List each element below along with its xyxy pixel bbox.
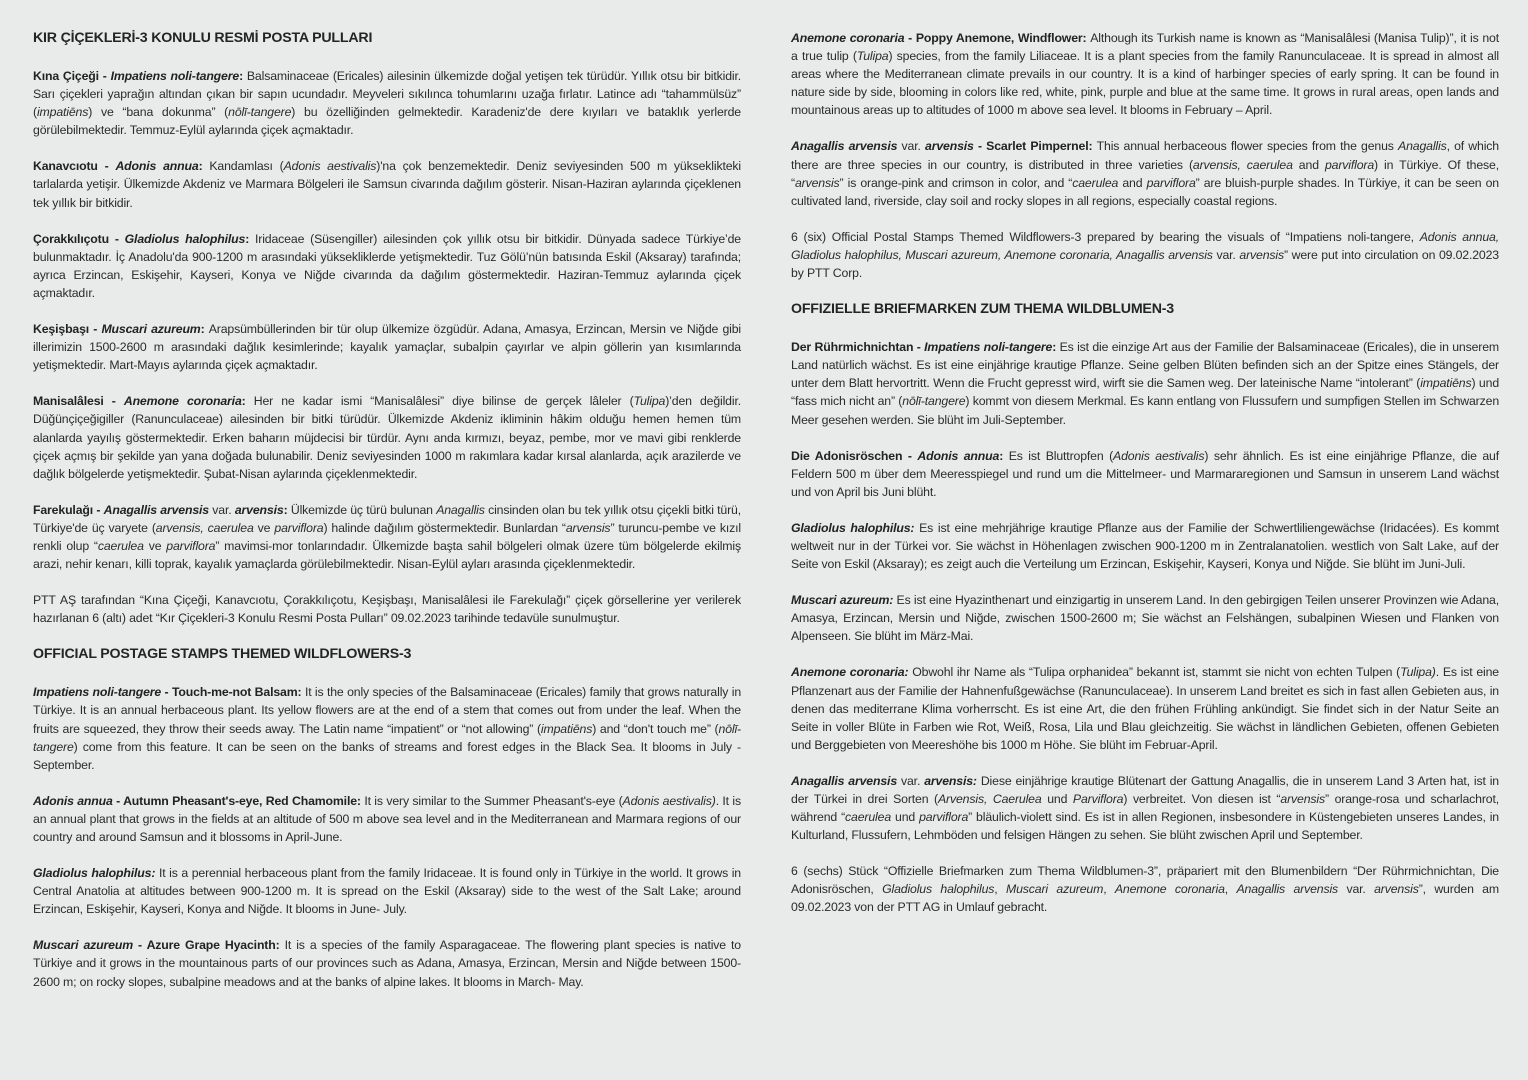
species-paragraph — [791, 591, 1499, 645]
bold-term: - Autumn Pheasant's-eye, Red Chamomile: — [112, 793, 365, 808]
italic-latin-name: caerulea — [1072, 175, 1119, 190]
italic-latin-name: Tulipa — [856, 49, 889, 64]
body-text: and — [1292, 157, 1325, 172]
species-paragraph — [33, 501, 741, 573]
italic-latin-name: impatiēns — [1420, 376, 1472, 391]
body-text: It is a perennial herbaceous plant from the family Iridaceae. It is found only in Türkiye in the world. It grows in Central Anatolia at altitudes between 900-1200 m. It is spread on the Eskil (Aksaray) side to the west of the Salt Lake; around Erzincan, Eskişehir, Kayseri, Konya and Niğde. It blooms in June- July. — [33, 866, 741, 917]
body-text: Es ist die einzige Art aus der Familie der Balsaminaceae (Ericales), die in unserem Land natürlich wächst. Es ist eine einjährige krautige Pflanze. Seine gelben Blüten befinden sich an der Spitze eines Stängels, der unter dem Blatt hervortritt. Wenn die Frucht gepresst wird, wirft sie die Samen weg. Der lateinische Name “intolerant” ( — [791, 340, 1499, 391]
bold-term: Die Adonisröschen - — [791, 448, 918, 463]
body-text: Iridaceae (Süsengiller) ailesinden çok yıllık otsu bir bitkidir. Dünyada sadece Türkiye’de bulunmaktadır. İç Anadolu'da 900-1200 m arasındaki yüksekliklerde yetişmektedir. Tuz Gölü’nün batısında Eskil (Aksaray) tarafında; ayrıca Erzincan, Eskişehir, Kayseri, Konya ve Niğde civarında da dağılım göstermektedir. Haziran-Temmuz aylarında çiçek açmaktadır. — [33, 231, 741, 300]
species-paragraph — [791, 862, 1499, 916]
italic-latin-name: Gladiolus halophilus — [882, 882, 995, 897]
body-text: )’den değildir. Düğünçiçeğigiller (Ranunculaceae) ailesinden bir bitki türüdür. Ülkemizde Akdeniz ikliminin hâkim olduğu hemen hemen tüm alanlarda yayılış göstermektedir. Erken baharın müjdecisi bir türdür. Aynı anda kırmızı, beyaz, pembe, mor ve mavi gibi renklerde çiçek açmış bir şekilde yan yana doğada bulunabilir. Deniz seviyesinden 1000 m rakımlara kadar kırsal alanlarda, açık arazilerde ve dağlık bölgelerde yetişmektedir. Şubat-Nisan aylarında çiçeklenmektedir. — [33, 394, 741, 481]
italic-latin-name: parviflora — [1324, 157, 1375, 172]
bold-italic-latin-name: Anagallis arvensis — [791, 139, 898, 154]
species-paragraph — [791, 772, 1499, 844]
body-text: , — [994, 882, 1006, 897]
italic-latin-name: arvensis, caerulea — [1192, 157, 1293, 172]
body-text: ” is orange-pink and crimson in color, and “ — [839, 175, 1073, 190]
species-paragraph — [33, 792, 741, 846]
bold-italic-latin-name: Adonis annua — [33, 793, 113, 808]
body-text: und — [1041, 792, 1073, 806]
bold-term: Kanavcıotu - — [33, 159, 116, 174]
body-text: var. — [1338, 882, 1375, 897]
bold-term: : — [245, 231, 256, 246]
italic-latin-name: Anagallis — [436, 502, 485, 517]
bold-italic-latin-name: arvensis: — [924, 773, 977, 788]
italic-latin-name: arvensis — [794, 175, 840, 190]
bold-italic-latin-name: Anagallis arvensis — [103, 502, 209, 517]
body-text: ) halinde dağılım göstermektedir. Bunlardan “ — [323, 520, 566, 535]
body-text: und — [891, 810, 920, 825]
section-heading: OFFICIAL POSTAGE STAMPS THEMED WILDFLOWERS-3 — [33, 646, 412, 663]
body-text: . It is an annual plant that grows in the fields at an altitude of 500 m above sea level and in the Mediterranean and Marmara regions of our country and around Samsun and it blossoms in April-June. — [33, 793, 741, 844]
bold-italic-latin-name: Muscari azureum — [33, 938, 133, 953]
italic-latin-name: nōlī-tangere — [228, 105, 292, 120]
bold-italic-latin-name: Gladiolus halophilus: — [791, 520, 915, 535]
left-column — [33, 29, 741, 1009]
body-text: Obwohl ihr Name als “Tulipa orphanidea” bekannt ist, stammt sie nicht von echten Tulpen ( — [908, 665, 1401, 680]
body-text: ” bläulich-violett sind. Es ist in allen Regionen, insbesondere in Küstengebieten unseres Landes, in Kulturland, Flussufern, Lehmböden und felsigen Hängen zu sehen. Sie blüht zwischen April und September. — [791, 810, 1499, 843]
document-section — [791, 300, 1499, 916]
body-text: It is a species of the family Asparagaceae. The flowering plant species is native to Türkiye and it grows in the mountainous parts of our provinces such as Adana, Amasya, Erzincan, Mersin and Niğde between 1500-2600 m; on rocky slopes, subalpine meadows and at the banks of alpine lakes. It blooms in March- May. — [33, 938, 741, 989]
italic-latin-name: arvensis — [1374, 882, 1419, 897]
species-paragraph — [791, 447, 1499, 501]
body-text: , — [1224, 882, 1237, 897]
italic-latin-name: impatiēns — [36, 105, 89, 120]
bold-term: : — [999, 448, 1009, 463]
body-text: ” were put into circulation on 09.02.2023 by PTT Corp. — [791, 247, 1499, 281]
bold-italic-latin-name: Muscari azureum — [101, 322, 201, 337]
italic-latin-name: Adonis aestivalis — [283, 159, 377, 174]
body-text: Although its Turkish name is known as “Manisalâlesi (Manisa Tulip)”, it is not a true tulip ( — [791, 31, 1499, 64]
bold-italic-latin-name: Adonis annua — [115, 159, 199, 174]
bold-term: Manisalâlesi - — [33, 394, 124, 409]
italic-latin-name: arvensis, caerulea — [155, 520, 254, 535]
body-text: ) verbreitet. Von diesen ist “ — [1123, 792, 1281, 806]
species-paragraph — [791, 519, 1499, 573]
species-paragraph — [791, 137, 1499, 209]
species-paragraph — [791, 663, 1499, 753]
species-paragraph — [33, 230, 741, 302]
body-text: cinsinden olan bu tek yıllık otsu çiçekli bitki türü, Türkiye'de üç varyete ( — [33, 502, 741, 535]
italic-latin-name: Muscari azureum — [1005, 882, 1104, 897]
bold-term: : — [283, 502, 291, 517]
body-text: )'na çok benzemektedir. Deniz seviyesinden 500 m yükseklikteki tarlalarda yetişir. Ülkemizde Akdeniz ve Marmara Bölgeleri ile Samsun civarında dağılım gösterir. Nisan-Haziran aylarında çiçeklenen tek yıllık bir bitkidir. — [33, 159, 742, 210]
body-text: , of which there are three species in our country, is distributed in three varieties ( — [791, 139, 1499, 172]
bold-italic-latin-name: Muscari azureum: — [791, 593, 894, 608]
document-section — [33, 29, 741, 627]
bold-italic-latin-name: Impatiens noli-tangere — [924, 340, 1053, 355]
body-text: Diese einjährige krautige Blütenart der Gattung Anagallis, die in unserem Land 3 Arten hat, ist in der Türkei in drei Sorten ( — [791, 773, 1499, 806]
body-text: Es ist eine mehrjährige krautige Pflanze aus der Familie der Schwertliliengewächse (Iridacées). Es kommt weltweit nur in der Türkei vor. Sie wächst in Höhenlagen zwischen 900-1200 m in Zentralanatolien. westlich von Salt Lake, auf der Seite von Eskil (Aksaray); es zeigt auch die Verteilung um Erzincan, Eskişehir, Kayseri, Konya und Niğde. Sie blüht im Juni-Juli. — [791, 520, 1499, 572]
italic-latin-name: Parviflora — [1072, 792, 1124, 806]
bold-term: Farekulağı - — [33, 502, 104, 517]
body-text: ve — [253, 520, 275, 535]
body-text: Balsaminaceae (Ericales) ailesinin ülkemizde doğal yetişen tek türüdür. Yıllık otsu bir bitkidir. Sarı çiçekleri yaprağın altından çıkan bir sapın ucundadır. Meyveleri sıkılınca tohumlarını uzağa fırlatır. Latince adı “tahammülsüz” ( — [33, 69, 741, 120]
bold-term: : — [1052, 340, 1060, 355]
bold-term: Kına Çiçeği - — [33, 69, 111, 83]
italic-latin-name: Tulipa — [633, 394, 666, 409]
document-section — [791, 29, 1499, 282]
italic-latin-name: Adonis annua, Gladiolus halophilus, Muscari azureum, Anemone coronaria, Anagallis arvensis — [791, 229, 1499, 262]
species-paragraph — [33, 392, 741, 482]
body-text: ) ve “bana dokunma” ( — [88, 105, 229, 120]
body-text: ) bu özelliğinden gelmektedir. Karadeniz'de dere kıyıları ve bataklık yerlerde görülebilmektedir. Temmuz-Eylül aylarında çiçek açmaktadır. — [33, 105, 741, 138]
italic-latin-name: Anagallis arvensis — [1236, 882, 1339, 897]
body-text: ve — [143, 538, 167, 553]
italic-latin-name: nōlī-tangere — [902, 394, 966, 409]
italic-latin-name: arvensis — [565, 520, 611, 535]
bold-italic-latin-name: Anemone coronaria: — [791, 665, 909, 680]
species-paragraph — [791, 29, 1499, 119]
bold-term: - Azure Grape Hyacinth: — [133, 938, 285, 953]
bold-italic-latin-name: Gladiolus halophilus — [124, 231, 246, 246]
italic-latin-name: impatiēns — [540, 721, 593, 736]
body-text: ” are bluish-purple shades. In Türkiye, it can be seen on cultivated land, riverside, clay soil and rocky slopes in all regions, especially coastal regions. — [791, 175, 1499, 208]
italic-latin-name: parviflora — [1146, 175, 1196, 190]
bold-italic-latin-name: Impatiens noli-tangere — [110, 69, 240, 83]
italic-latin-name: arvensis — [1280, 792, 1325, 806]
body-text: ) in Türkiye. Of these, “ — [791, 157, 1499, 190]
bold-term: - Poppy Anemone, Windflower: — [904, 31, 1091, 45]
bold-term: - Scarlet Pimpernel: — [973, 139, 1097, 154]
body-text: ) and “don't touch me” ( — [592, 721, 719, 736]
italic-latin-name: Adonis aestivalis — [1113, 448, 1205, 463]
bold-term: Keşişbaşı - — [33, 322, 102, 337]
body-text: , — [1103, 882, 1115, 897]
body-text: var. — [208, 502, 235, 517]
bold-italic-latin-name: Anemone coronaria — [123, 394, 242, 409]
body-text: . Es ist eine Pflanzenart aus der Familie der Hahnenfußgewächse (Ranunculaceae). In unserem Land breitet es sich in fast allen Gebieten aus, in denen das mediterrane Klima vorherrscht. Es ist eine Art, die den frühen Frühling ankündigt. Sie findet sich in der Natur Seite an Seite in voller Blüte in Farben wie Rot, Weiß, Rosa, Lila und Blau gleichzeitig. Sie wächst in ländlichen Gebieten, offenen Gebieten und Berggebieten von Meereshöhe bis 1000 m Höhe. Sie blüht im Februar-April. — [791, 665, 1499, 752]
bold-term: Der Rührmichnichtan - — [791, 340, 925, 355]
italic-latin-name: caerulea — [97, 538, 144, 553]
body-text: var. — [1212, 247, 1240, 262]
body-text: and — [1118, 175, 1147, 190]
body-text: ) come from this feature. It can be seen on the banks of streams and forest edges in the Black Sea. It blooms in July - September. — [33, 739, 741, 772]
body-text: ) sehr ähnlich. Es ist eine einjährige Pflanze, die auf Feldern 500 m über dem Meeresspiegel und rund um die Mittelmeer- und Marmararegionen und Samsun in unserem Land wächst und von April bis Juni blüht. — [791, 448, 1500, 499]
species-paragraph — [791, 338, 1499, 428]
italic-latin-name: Anagallis — [1398, 139, 1447, 154]
bold-term: : — [200, 322, 209, 337]
body-text: 6 (sechs) Stück “Offizielle Briefmarken zum Thema Wildblumen-3”, präpariert mit den Blumenbildern “Der Rührmichnichtan, Die Adonisröschen, — [791, 864, 1499, 897]
body-text: ”, wurden am 09.02.2023 von der PTT AG in Umlauf gebracht. — [791, 882, 1499, 915]
body-text: Her ne kadar ismi “Manisalâlesi” diye bilinse de gerçek lâleler ( — [253, 394, 634, 409]
bold-italic-latin-name: arvensis — [925, 139, 974, 154]
species-paragraph — [791, 228, 1499, 282]
bold-term: : — [241, 394, 254, 409]
section-heading: KIR ÇİÇEKLERİ-3 KONULU RESMİ POSTA PULLARI — [33, 30, 373, 46]
body-text: It is very similar to the Summer Pheasant's-eye ( — [364, 793, 623, 808]
body-text: ” turuncu-pembe ve kızıl renkli olup “ — [33, 520, 741, 553]
italic-latin-name: caerulea — [845, 810, 892, 825]
bold-italic-latin-name: arvensis — [234, 502, 284, 517]
italic-latin-name: Anemone coronaria — [1114, 882, 1225, 897]
body-text: ) und “fass mich nicht an” ( — [791, 376, 1500, 409]
italic-latin-name: nōlī-tangere — [33, 721, 742, 754]
body-text: Kandamlası ( — [209, 159, 284, 174]
document-section — [33, 645, 741, 990]
bold-italic-latin-name: Anagallis arvensis — [791, 773, 898, 788]
bold-italic-latin-name: Adonis annua — [917, 448, 1000, 463]
species-paragraph — [33, 936, 741, 990]
body-text: Arapsümbüllerinden bir tür olup ülkemize özgüdür. Adana, Amasya, Erzincan, Mersin ve Niğde gibi illerimizin 1500-2600 m arasındaki dağlık kesimlerinde; kayalık yamaçlar, subalpin çayırlar ve alpin göllerin yan kısımlarında yetişmektedir. Mart-Mayıs aylarında çiçek açmaktadır. — [33, 322, 741, 373]
species-paragraph — [33, 864, 741, 918]
italic-latin-name: Adonis aestivalis) — [622, 793, 716, 808]
italic-latin-name: parviflora — [166, 538, 216, 553]
body-text: Es ist Bluttropfen ( — [1008, 448, 1114, 463]
section-heading: OFFIZIELLE BRIEFMARKEN ZUM THEMA WILDBLUMEN-3 — [791, 301, 1174, 318]
italic-latin-name: Arvensis, Caerulea — [938, 792, 1042, 806]
body-text: ) species, from the family Liliaceae. It is a plant species from the family Ranunculaceae. It is spread in almost all areas where the Mediterranean climate prevails in our country. It is a kind of harbinger species of early spring. It can be found in nature side by side, blooming in colors like red, white, pink, purple and blue at the same time. It grows in rural areas, open lands and mountainous areas up to altitudes of 1000 m above sea level. It blooms in February – April. — [791, 49, 1499, 118]
right-column — [791, 29, 1499, 935]
italic-latin-name: parviflora — [274, 520, 324, 535]
italic-latin-name: Tulipa) — [1400, 665, 1436, 680]
bold-italic-latin-name: Gladiolus halophilus: — [33, 866, 156, 881]
italic-latin-name: arvensis — [1239, 247, 1284, 262]
body-text: ” mavimsi-mor tonlarındadır. Ülkemizde başta sahil bölgeleri olmak üzere tüm bölgelerde ekilmiş arazi, nehir kenarı, killi toprak, kayalık yamaçlarda görülebilmektedir. Nisan-Eylül ayları arasında çiçeklenmektedir. — [33, 538, 741, 572]
body-text: Es ist eine Hyazinthenart und einzigartig in unserem Land. In den gebirgigen Teilen unserer Provinzen wie Adana, Amasya, Erzincan, Mersin und Niğde, zwischen 1500-2600 m; Sie wächst an Felshängen, subalpinen Wiesen und Flanken von Alpenseen. Sie blüht im März-Mai. — [791, 593, 1500, 644]
body-text: This annual herbaceous flower species from the genus — [1096, 139, 1399, 154]
species-paragraph — [33, 591, 741, 627]
bold-term: : — [239, 69, 247, 83]
bold-italic-latin-name: Impatiens noli-tangere — [33, 685, 162, 700]
body-text: It is the only species of the Balsaminaceae (Ericales) family that grows naturally in Türkiye. It is an annual herbaceous plant. Its yellow flowers are at the end of a stem that comes out from under the leaf. When the fruits are squeezed, they throw their seeds away. The Latin name “impatient” or “not allowing” ( — [33, 685, 742, 736]
body-text: ” orange-rosa und scharlachrot, während “ — [791, 792, 1500, 825]
body-text: 6 (six) Official Postal Stamps Themed Wildflowers-3 prepared by bearing the visuals of “Impatiens noli-tangere, — [791, 229, 1420, 244]
bold-term: : — [198, 159, 210, 174]
body-text: PTT AŞ tarafından “Kına Çiçeği, Kanavcıotu, Çorakkılıçotu, Keşişbaşı, Manisalâlesi ile Farekulağı” çiçek görsellerine yer verilerek hazırlanan 6 (altı) adet “Kır Çiçekleri-3 Konulu Resmi Posta Pulları” 09.02.2023 tarihinde tedavüle sunulmuştur. — [33, 593, 741, 626]
body-text: var. — [897, 139, 925, 154]
species-paragraph — [33, 157, 741, 211]
bold-term: Çorakkılıçotu - — [33, 231, 125, 246]
body-text: Ülkemizde üç türü bulunan — [290, 502, 437, 517]
species-paragraph — [33, 67, 741, 139]
bold-term: - Touch-me-not Balsam: — [161, 685, 305, 700]
italic-latin-name: parviflora — [919, 810, 969, 825]
bold-italic-latin-name: Anemone coronaria — [791, 31, 905, 45]
body-text: var. — [897, 773, 925, 788]
body-text: ) kommt von diesem Merkmal. Es kann entlang von Flussufern und sumpfigen Stellen im Schwarzen Meer gesehen werden. Sie blüht im Juli-September. — [791, 394, 1500, 427]
species-paragraph — [33, 683, 741, 773]
species-paragraph — [33, 320, 741, 374]
